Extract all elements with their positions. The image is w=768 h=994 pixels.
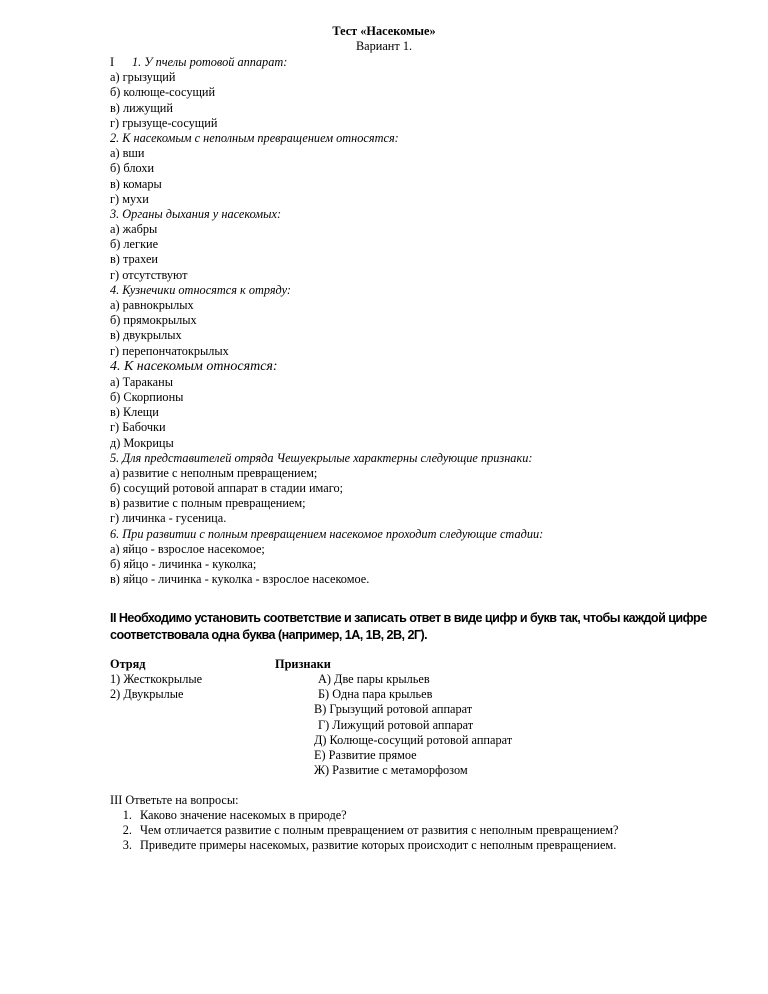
part1-roman: I [110,55,115,69]
list-item: 3. Приведите примеры насекомых, развитие которых происходит с неполным превращением. [122,838,617,852]
option: в) комары [110,176,162,191]
feature-item: А) Две пары крыльев [318,672,430,686]
option: г) перепончатокрылых [110,343,229,358]
option: г) отсутствуют [110,267,188,282]
option: б) легкие [110,237,159,252]
option: г) личинка - гусеница. [110,511,227,526]
option: б) Скорпионы [110,389,184,404]
option: в) трахеи [110,252,158,267]
option: а) жабры [110,222,158,237]
features-header: Признаки [275,657,331,671]
feature-item: Ж) Развитие с метаморфозом [314,763,468,778]
option: а) грызущий [110,70,176,85]
part3-heading: III Ответьте на вопросы: [110,793,239,807]
feature-item: В) Грызущий ротовой аппарат [314,702,473,717]
question-1: I 1. У пчелы ротовой аппарат: [110,55,288,69]
option: а) Тараканы [110,374,173,389]
question-5: 5. Для представителей отряда Чешуекрылые характерны следующие признаки: [110,450,533,465]
option: г) грызуще-сосущий [110,115,218,130]
variant-label: Вариант 1. [355,39,413,53]
option: а) развитие с неполным превращением; [110,465,318,480]
option: в) Клещи [110,405,159,420]
option: б) блохи [110,161,155,176]
list-item: 2. Чем отличается развитие с полным превращением от развития с неполным превращением? [122,823,619,837]
option: б) колюще-сосущий [110,85,216,100]
feature-item: Г) Лижущий ротовой аппарат [318,717,474,732]
part1 [110,55,730,587]
option: б) сосущий ротовой аппарат в стадии имаго; [110,481,344,496]
option: б) прямокрылых [110,313,197,328]
part3-questions [110,808,619,853]
order-item: 2) Двукрылые [110,687,184,702]
option: а) равнокрылых [110,298,194,312]
option: г) мухи [110,191,149,206]
part2-heading: II Необходимо установить соответствие и записать ответ в виде цифр и букв так, чтобы каждой цифре соответствовала одна буква (например, 1А, 1В, 2В, 2Г). [110,611,707,642]
option: в) двукрылых [110,328,182,343]
orders-header: Отряд [110,657,146,671]
option: в) развитие с полным превращением; [110,496,306,511]
question-6: 6. При развитии с полным превращением насекомое проходит следующие стадии: [110,526,544,541]
option: в) яйцо - личинка - куколка - взрослое насекомое. [110,572,370,587]
option: а) вши [110,146,145,161]
option: в) лижущий [110,100,173,115]
features-column [314,672,512,778]
feature-item: Е) Развитие прямое [314,747,417,762]
question-4b: 4. К насекомым относятся: [110,358,278,374]
test-title: Тест «Насекомые» [332,24,436,38]
option: а) яйцо - взрослое насекомое; [110,541,265,556]
orders-column [110,657,202,703]
option: б) яйцо - личинка - куколка; [110,557,257,571]
option: д) Мокрицы [110,435,174,450]
order-item: 1) Жесткокрылые [110,672,203,687]
feature-item: Б) Одна пара крыльев [318,687,433,702]
feature-item: Д) Колюще-сосущий ротовой аппарат [314,732,513,747]
question-3: 3. Органы дыхания у насекомых: [110,206,282,221]
question-4: 4. Кузнечики относятся к отряду: [110,282,292,297]
option: г) Бабочки [110,420,166,435]
question-2: 2. К насекомым с неполным превращением относятся: [110,130,399,145]
list-item: 1. Каково значение насекомых в природе? [122,808,347,822]
